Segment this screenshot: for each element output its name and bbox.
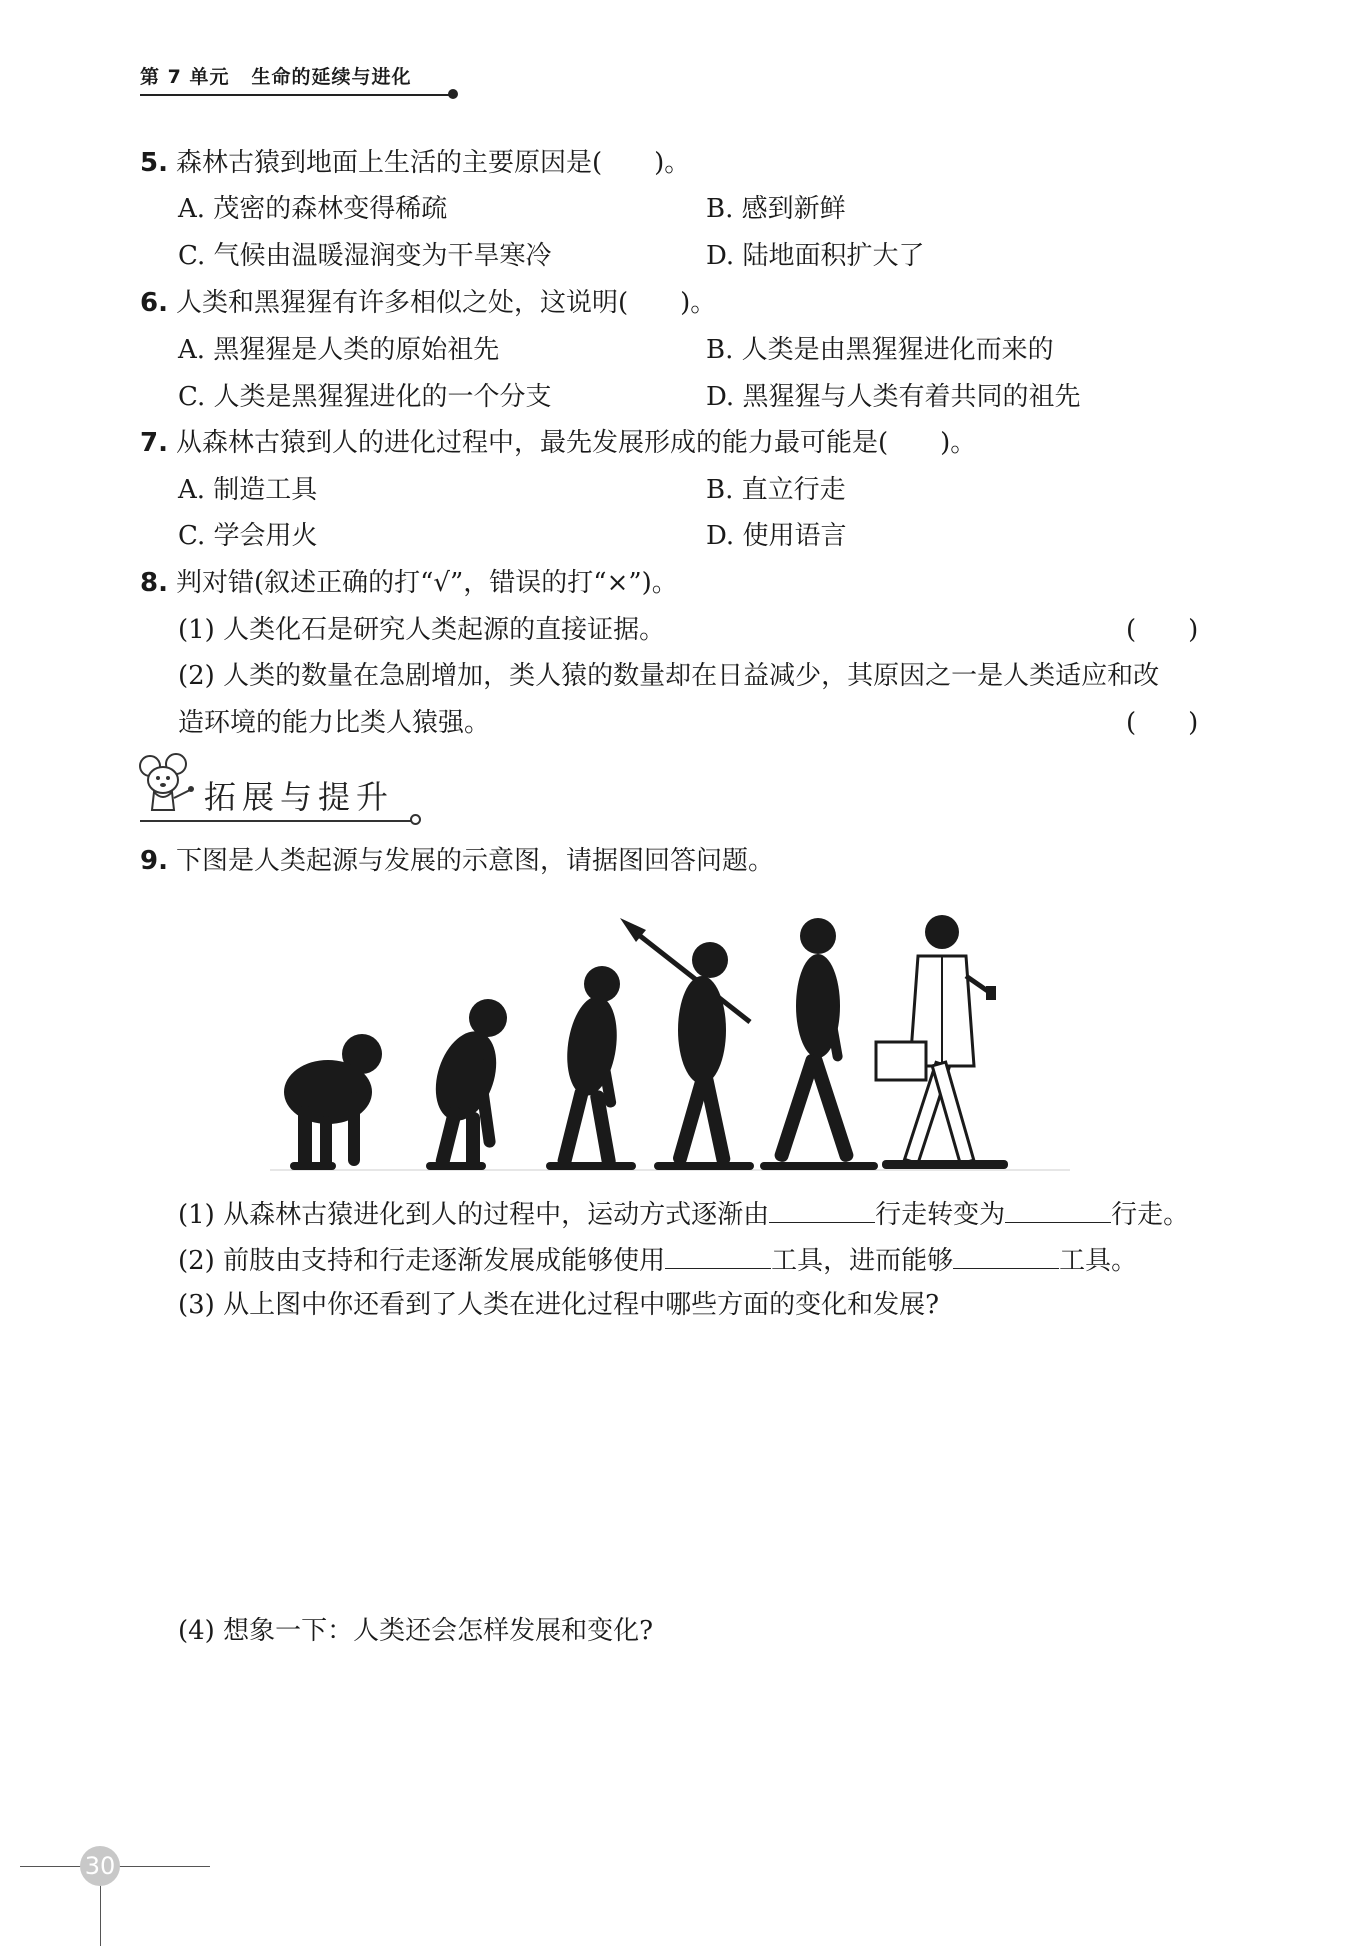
q9-sub-2-blank-1[interactable] xyxy=(665,1242,771,1269)
evolution-stage-3-figure xyxy=(546,966,636,1170)
q8-statement-1: (1) 人类化石是研究人类起源的直接证据。 xyxy=(178,615,666,645)
question-5 xyxy=(140,146,690,180)
q9-sub-1-text-b: 行走转变为 xyxy=(875,1200,1006,1230)
q9-sub-1-text-a: (1) 从森林古猿进化到人的过程中，运动方式逐渐由 xyxy=(178,1200,770,1230)
evolution-stage-1-figure xyxy=(284,1034,382,1170)
q8-answer-1[interactable]: ( ) xyxy=(1126,615,1199,645)
q8-statement-2-line-1: (2) 人类的数量在急剧增加，类人猿的数量却在日益减少，其原因之一是人类适应和改 xyxy=(178,661,1160,691)
question-9 xyxy=(140,844,774,878)
q7-option-b[interactable]: B. 直立行走 xyxy=(706,475,846,505)
question-text: 下图是人类起源与发展的示意图，请据图回答问题。 xyxy=(176,846,775,876)
q6-option-d[interactable]: D. 黑猩猩与人类有着共同的祖先 xyxy=(706,382,1081,412)
q5-option-c[interactable]: C. 气候由温暖湿润变为干旱寒冷 xyxy=(178,241,552,271)
section-dot xyxy=(410,814,421,825)
evolution-stage-5-figure xyxy=(760,918,878,1170)
q6-option-c[interactable]: C. 人类是黑猩猩进化的一个分支 xyxy=(178,382,552,412)
q8-statement-2-line-2: 造环境的能力比类人猿强。 xyxy=(178,708,491,738)
q9-sub-4: (4) 想象一下：人类还会怎样发展和变化? xyxy=(178,1616,654,1646)
q9-sub-1-blank-1[interactable] xyxy=(769,1196,875,1223)
question-number: 6. xyxy=(140,288,168,318)
question-number: 8. xyxy=(140,568,168,598)
section-rule xyxy=(140,820,412,822)
question-text: 判对错(叙述正确的打“√”，错误的打“×”)。 xyxy=(176,568,678,598)
q8-answer-2[interactable]: ( ) xyxy=(1126,708,1199,738)
page-number: 30 xyxy=(80,1846,120,1886)
question-7 xyxy=(140,426,976,460)
question-number: 9. xyxy=(140,846,168,876)
q7-option-a[interactable]: A. 制造工具 xyxy=(178,475,318,505)
header-dot xyxy=(448,89,458,99)
question-6 xyxy=(140,286,716,320)
evolution-stage-2-figure xyxy=(425,999,507,1170)
evolution-stage-4-figure xyxy=(620,918,754,1170)
q9-sub-3: (3) 从上图中你还看到了人类在进化过程中哪些方面的变化和发展? xyxy=(178,1290,940,1320)
question-number: 7. xyxy=(140,428,168,458)
unit-label: 第 7 单元 xyxy=(140,66,230,88)
q6-option-b[interactable]: B. 人类是由黑猩猩进化而来的 xyxy=(706,335,1054,365)
q5-option-d[interactable]: D. 陆地面积扩大了 xyxy=(706,241,925,271)
q9-sub-1 xyxy=(178,1196,1189,1232)
section-title: 拓展与提升 xyxy=(204,778,395,816)
question-8 xyxy=(140,566,678,600)
question-number: 5. xyxy=(140,148,168,178)
q5-option-a[interactable]: A. 茂密的森林变得稀疏 xyxy=(178,194,448,224)
q9-sub-1-blank-2[interactable] xyxy=(1005,1196,1111,1223)
evolution-stage-6-figure xyxy=(876,915,1008,1169)
q6-option-a[interactable]: A. 黑猩猩是人类的原始祖先 xyxy=(178,335,500,365)
unit-title: 生命的延续与进化 xyxy=(251,66,412,88)
mouse-mascot-icon xyxy=(136,752,198,816)
header-rule xyxy=(140,94,452,96)
q9-sub-2-blank-2[interactable] xyxy=(953,1242,1059,1269)
q9-sub-2-text-b: 工具，进而能够 xyxy=(771,1246,954,1276)
q9-sub-2-text-c: 工具。 xyxy=(1059,1246,1138,1276)
q7-option-c[interactable]: C. 学会用火 xyxy=(178,521,318,551)
page-header xyxy=(140,62,411,89)
q9-sub-1-text-c: 行走。 xyxy=(1111,1200,1190,1230)
question-text: 从森林古猿到人的进化过程中，最先发展形成的能力最可能是( )。 xyxy=(176,428,977,458)
question-text: 人类和黑猩猩有许多相似之处，这说明( )。 xyxy=(176,288,717,318)
question-text: 森林古猿到地面上生活的主要原因是( )。 xyxy=(176,148,691,178)
q9-sub-2-text-a: (2) 前肢由支持和行走逐渐发展成能够使用 xyxy=(178,1246,666,1276)
q5-option-b[interactable]: B. 感到新鲜 xyxy=(706,194,846,224)
q9-sub-2 xyxy=(178,1242,1137,1278)
human-evolution-illustration xyxy=(270,906,1080,1178)
q7-option-d[interactable]: D. 使用语言 xyxy=(706,521,847,551)
